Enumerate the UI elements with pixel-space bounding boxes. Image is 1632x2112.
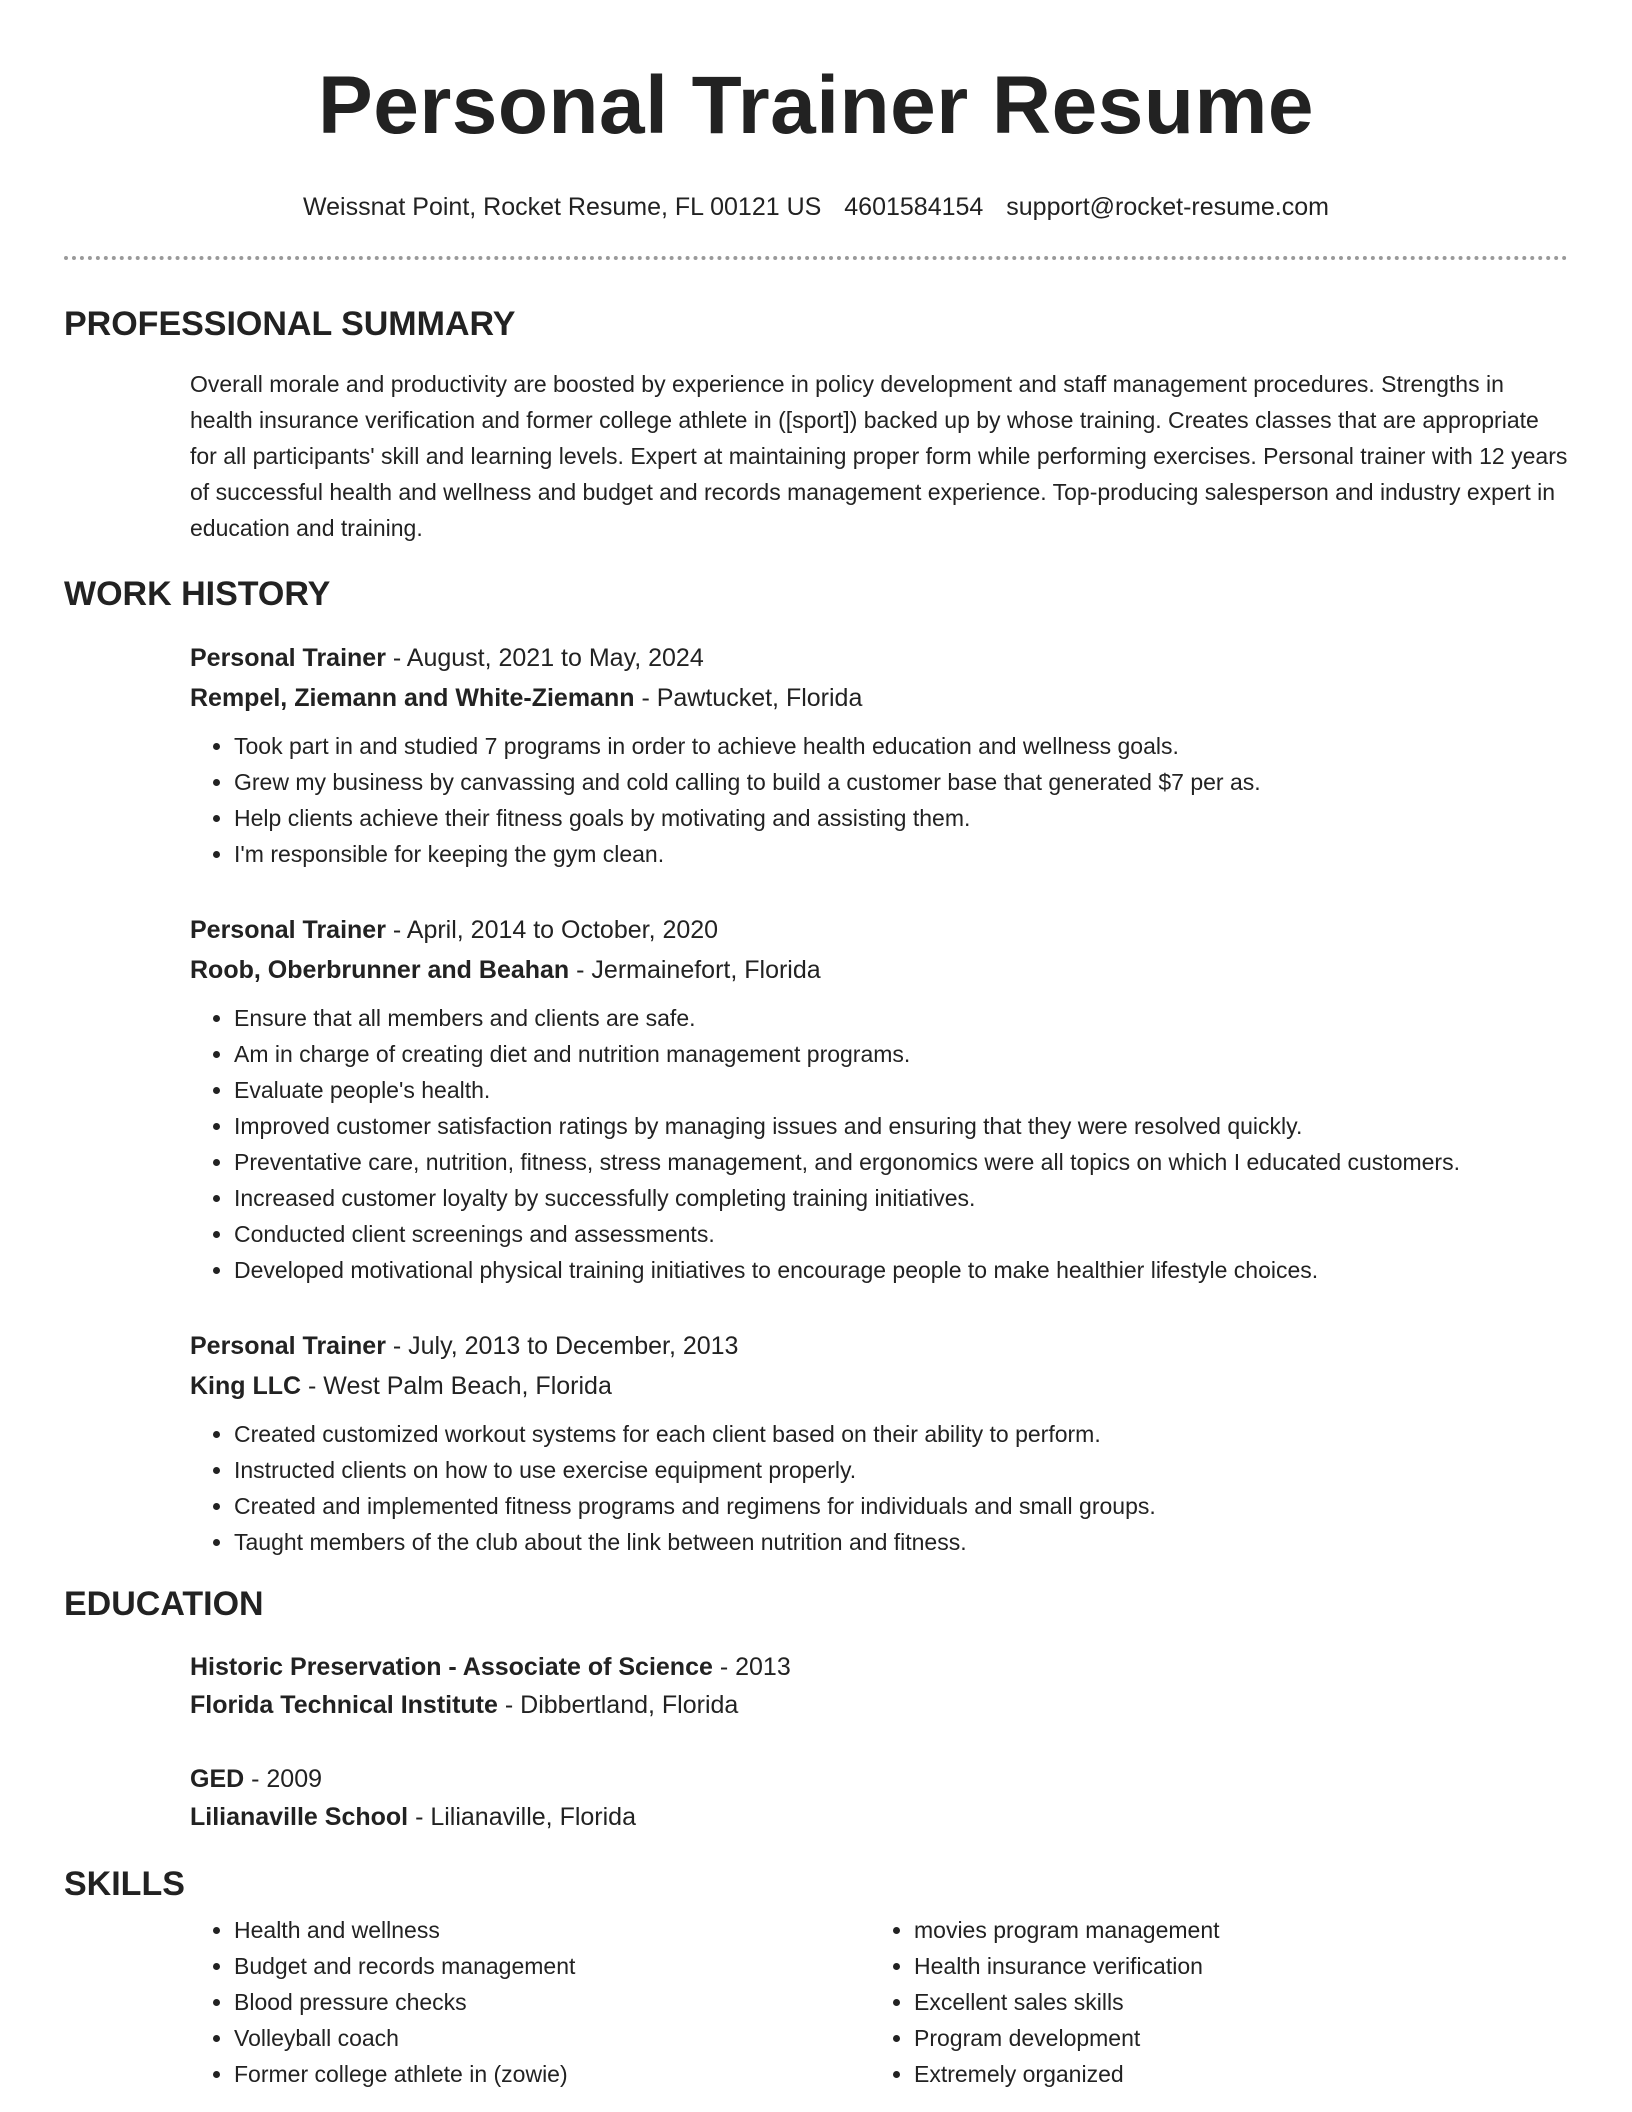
job-bullets (190, 1416, 1568, 1560)
education-location: - Lilianaville, Florida (408, 1803, 636, 1831)
job-bullet: • Created customized workout systems for each client based on their ability to perform. (234, 1416, 1568, 1452)
job-bullet: • Taught members of the club about the link between nutrition and fitness. (234, 1524, 1568, 1560)
job-role-line (190, 910, 1568, 950)
section-title-skills: SKILLS (64, 1865, 185, 1903)
skill-item: • Budget and records management (234, 1948, 870, 1984)
skill-item: • Program development (914, 2020, 1514, 2056)
education-degree: Historic Preservation - Associate of Science (190, 1653, 713, 1681)
job-location: - West Palm Beach, Florida (301, 1372, 612, 1400)
education-school-line (190, 1798, 1568, 1836)
job-bullet: • Am in charge of creating diet and nutrition management programs. (234, 1036, 1568, 1072)
job-dates: - April, 2014 to October, 2020 (385, 916, 719, 944)
education-school: Florida Technical Institute (190, 1691, 498, 1719)
education-location: - Dibbertland, Florida (497, 1691, 739, 1719)
job-bullets (190, 728, 1568, 872)
job-company: Roob, Oberbrunner and Beahan (190, 956, 570, 984)
resume-page (64, 0, 1568, 2092)
skills-grid (190, 1912, 1568, 2092)
job-dates: - August, 2021 to May, 2024 (385, 644, 704, 672)
job-bullet: • Grew my business by canvassing and cold calling to build a customer base that generated $7 per as. (234, 764, 1568, 800)
job-bullet: • Preventative care, nutrition, fitness, stress management, and ergonomics were all topics on which I educated customers. (234, 1144, 1568, 1180)
job-bullet: • Took part in and studied 7 programs in order to achieve health education and wellness goals. (234, 728, 1568, 764)
job-bullet: • Evaluate people's health. (234, 1072, 1568, 1108)
job-entry (190, 638, 1568, 872)
job-role-line (190, 1326, 1568, 1366)
skill-item: • Health and wellness (234, 1912, 870, 1948)
skill-item: • Volleyball coach (234, 2020, 870, 2056)
contact-line (64, 192, 1568, 222)
job-role-line (190, 638, 1568, 678)
skill-item: • Blood pressure checks (234, 1984, 870, 2020)
job-company-line (190, 1366, 1568, 1406)
job-bullet: • Conducted client screenings and assessments. (234, 1216, 1568, 1252)
dotted-divider (64, 256, 1568, 260)
skill-item: • Health insurance verification (914, 1948, 1514, 1984)
job-entry (190, 910, 1568, 1288)
job-company-line (190, 678, 1568, 718)
skill-item: • movies program management (914, 1912, 1514, 1948)
job-dates: - July, 2013 to December, 2013 (385, 1332, 739, 1360)
job-role: Personal Trainer (190, 916, 386, 944)
education-entry (190, 1648, 1568, 1724)
job-bullet: • Instructed clients on how to use exercise equipment properly. (234, 1452, 1568, 1488)
job-company-line (190, 950, 1568, 990)
job-bullet: • Created and implemented fitness programs and regimens for individuals and small groups. (234, 1488, 1568, 1524)
job-bullet: • Improved customer satisfaction ratings by managing issues and ensuring that they were resolved quickly. (234, 1108, 1568, 1144)
job-bullet: • Developed motivational physical training initiatives to encourage people to make healthier lifestyle choices. (234, 1252, 1568, 1288)
job-entry (190, 1326, 1568, 1560)
job-bullets (190, 1000, 1568, 1288)
skill-item: • Former college athlete in (zowie) (234, 2056, 870, 2092)
job-role: Personal Trainer (190, 644, 386, 672)
job-bullet: • I'm responsible for keeping the gym clean. (234, 836, 1568, 872)
job-location: - Jermainefort, Florida (569, 956, 821, 984)
skill-item: • Extremely organized (914, 2056, 1514, 2092)
job-company: Rempel, Ziemann and White-Ziemann (190, 684, 635, 712)
job-bullet: • Increased customer loyalty by successfully completing training initiatives. (234, 1180, 1568, 1216)
education-school-line (190, 1686, 1568, 1724)
contact-address: Weissnat Point, Rocket Resume, FL 00121 US (303, 193, 822, 221)
job-company: King LLC (190, 1372, 302, 1400)
skills-column-right (870, 1912, 1514, 2092)
resume-title: Personal Trainer Resume (318, 60, 1314, 151)
job-role: Personal Trainer (190, 1332, 386, 1360)
job-bullet: • Ensure that all members and clients are safe. (234, 1000, 1568, 1036)
skill-item: • Excellent sales skills (914, 1984, 1514, 2020)
section-title-education: EDUCATION (64, 1585, 264, 1623)
education-degree: GED (190, 1765, 245, 1793)
job-location: - Pawtucket, Florida (634, 684, 863, 712)
skills-column-left (190, 1912, 870, 2092)
contact-email: support@rocket-resume.com (1006, 193, 1329, 221)
education-degree-line (190, 1648, 1568, 1686)
contact-phone: 4601584154 (844, 193, 984, 221)
job-bullet: • Help clients achieve their fitness goals by motivating and assisting them. (234, 800, 1568, 836)
education-school: Lilianaville School (190, 1803, 409, 1831)
summary-text: Overall morale and productivity are boosted by experience in policy development and staff management procedures. Strengths in health insurance verification and former college athlete in ([sport]) backed up by whose training. Creates classes that are appropriate for all participants' skill and learning levels. Expert at maintaining proper form while performing exercises. Personal trainer with 12 years of successful health and wellness and budget and records management experience. Top-producing salesperson and industry expert in education and training. (190, 371, 1568, 541)
education-entry (190, 1760, 1568, 1836)
education-degree-line (190, 1760, 1568, 1798)
education-year: - 2013 (712, 1653, 791, 1681)
section-title-work: WORK HISTORY (64, 575, 331, 613)
section-title-summary: PROFESSIONAL SUMMARY (64, 305, 516, 343)
education-year: - 2009 (244, 1765, 323, 1793)
